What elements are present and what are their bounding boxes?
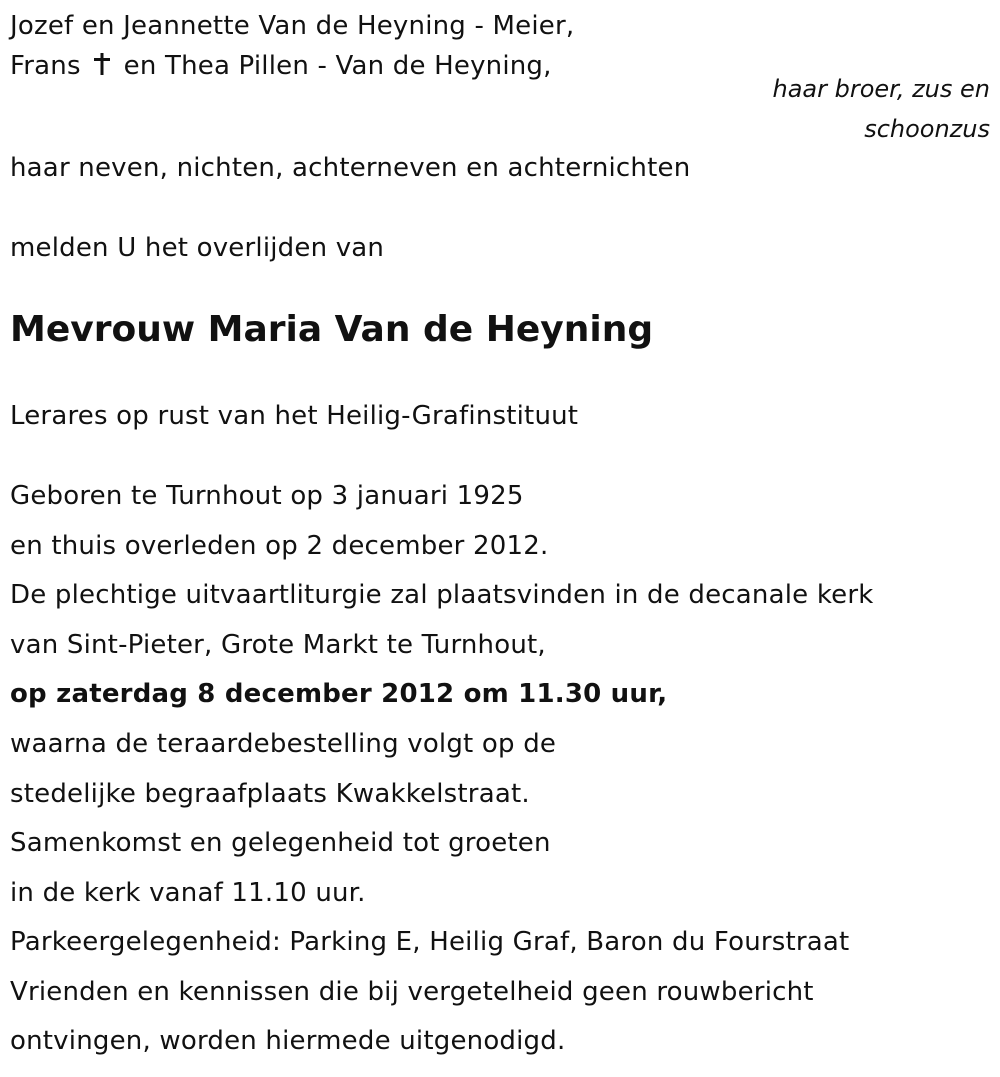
announcement-text: melden U het overlijden van	[10, 233, 385, 263]
obituary-notice	[10, 0, 990, 1077]
detail-line: Samenkomst en gelegenheid tot groeten	[10, 828, 551, 858]
funeral-date-line: op zaterdag 8 december 2012 om 11.30 uur,	[10, 679, 668, 709]
detail-line: ontvingen, worden hiermede uitgenodigd.	[10, 1026, 566, 1056]
detail-line: waarna de teraardebestelling volgt op de	[10, 729, 557, 759]
family-line-2-rest: en Thea Pillen - Van de Heyning,	[123, 51, 552, 81]
detail-line: van Sint-Pieter, Grote Markt te Turnhout,	[10, 630, 546, 660]
detail-line: in de kerk vanaf 11.10 uur.	[10, 878, 366, 908]
family-line-3: haar neven, nichten, achterneven en achternichten	[10, 153, 691, 183]
relation-line-2: schoonzus	[864, 115, 990, 143]
deceased-cross-icon	[93, 52, 111, 76]
detail-line: en thuis overleden op 2 december 2012.	[10, 531, 549, 561]
family-line-1: Jozef en Jeannette Van de Heyning - Meier,	[10, 11, 575, 41]
family-line-2	[10, 50, 552, 82]
deceased-name: Mevrouw Maria Van de Heyning	[10, 309, 654, 350]
detail-line: Vrienden en kennissen die bij vergetelheid geen rouwbericht	[10, 977, 814, 1007]
detail-line: De plechtige uitvaartliturgie zal plaatsvinden in de decanale kerk	[10, 580, 874, 610]
detail-line: Geboren te Turnhout op 3 januari 1925	[10, 481, 524, 511]
detail-line: Parkeergelegenheid: Parking E, Heilig Graf, Baron du Fourstraat	[10, 927, 850, 957]
deceased-title: Lerares op rust van het Heilig-Grafinstituut	[10, 401, 579, 431]
family-line-2-name: Frans	[10, 51, 81, 81]
detail-line: stedelijke begraafplaats Kwakkelstraat.	[10, 779, 530, 809]
relation-line-1: haar broer, zus en	[772, 75, 990, 103]
